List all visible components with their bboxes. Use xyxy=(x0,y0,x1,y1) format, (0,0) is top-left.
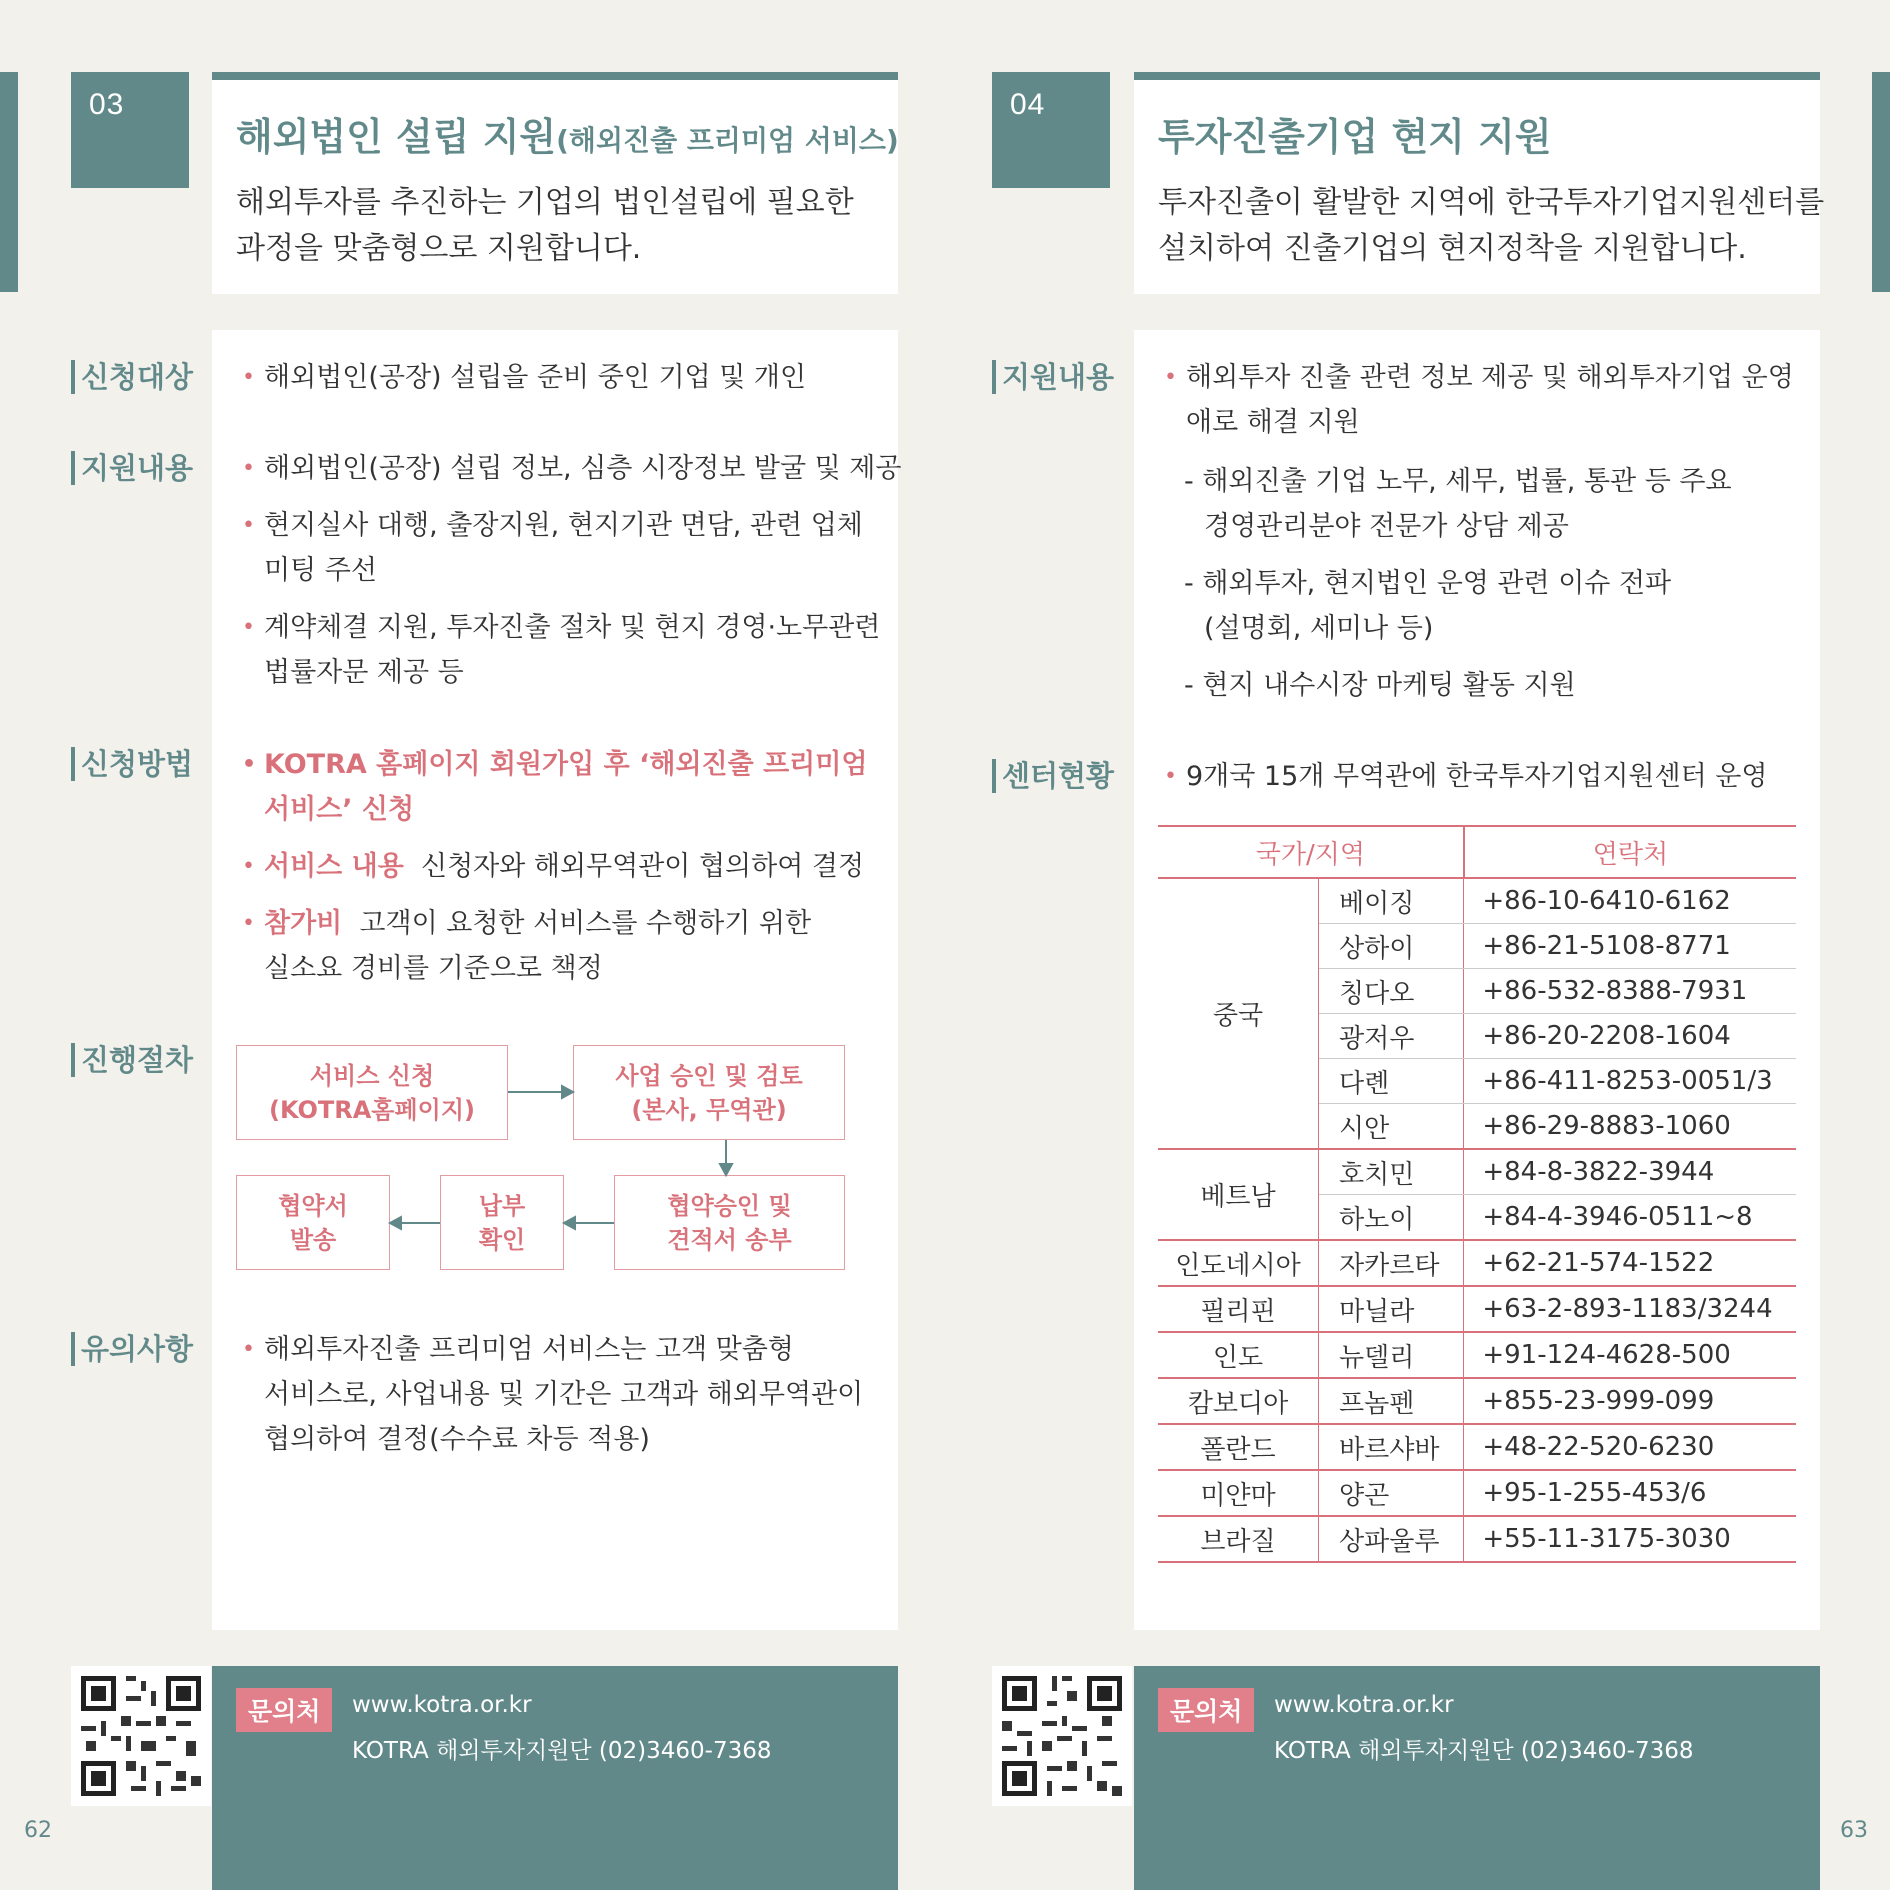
table-row: 중국 베이징 +86-10-6410-6162 xyxy=(1158,878,1796,924)
label-method: 신청방법 xyxy=(71,747,193,781)
list-item: • 해외투자진출 프리미엄 서비스는 고객 맞춤형 xyxy=(242,1327,863,1372)
right-side-bar xyxy=(1872,72,1890,292)
table-row: 광저우 +86-20-2208-1604 xyxy=(1158,1014,1796,1059)
col-contact: 연락처 xyxy=(1464,826,1796,878)
table-row: 필리핀 마닐라 +63-2-893-1183/3244 xyxy=(1158,1286,1796,1332)
left-description: 해외투자를 추진하는 기업의 법인설립에 필요한 과정을 맞춤형으로 지원합니다. xyxy=(236,185,854,266)
list-item-cont: 미팅 주선 xyxy=(264,555,377,586)
center-contact-table xyxy=(1158,825,1796,1563)
table-row: 인도네시아 자카르타 +62-21-574-1522 xyxy=(1158,1240,1796,1286)
list-item: • 해외투자 진출 관련 정보 제공 및 해외투자기업 운영 xyxy=(1164,355,1794,400)
table-row: 캄보디아 프놈펜 +855-23-999-099 xyxy=(1158,1378,1796,1424)
left-qr-code[interactable] xyxy=(71,1666,211,1806)
left-section-number: 03 xyxy=(89,88,125,121)
method-line1b: 서비스’ 신청 xyxy=(264,794,415,825)
support-list-right xyxy=(1164,355,1794,445)
label-support-right: 지원내용 xyxy=(992,360,1114,394)
right-header xyxy=(1134,72,1825,294)
list-item: • 해외법인(공장) 설립 정보, 심층 시장정보 발굴 및 제공 xyxy=(242,446,901,491)
list-item-cont: 법률자문 제공 등 xyxy=(264,657,464,688)
table-row: 베트남 호치민 +84-8-3822-3944 xyxy=(1158,1149,1796,1195)
label-support-left: 지원내용 xyxy=(71,451,193,485)
table-row: 미얀마 양곤 +95-1-255-453/6 xyxy=(1158,1470,1796,1516)
sub-item: - 해외투자, 현지법인 운영 관련 이슈 전파 xyxy=(1184,568,1672,599)
flow-step-payment: 납부 확인 xyxy=(440,1175,564,1270)
right-section-number-box xyxy=(992,72,1110,188)
label-notes: 유의사항 xyxy=(71,1332,193,1366)
flow-step-agreement: 협약승인 및 견적서 송부 xyxy=(614,1175,845,1270)
method-fee: • 참가비 고객이 요청한 서비스를 수행하기 위한 xyxy=(242,901,867,946)
table-row: 브라질 상파울루 +55-11-3175-3030 xyxy=(1158,1516,1796,1562)
table-row: 상하이 +86-21-5108-8771 xyxy=(1158,924,1796,969)
right-section-number: 04 xyxy=(1010,88,1046,121)
flow-step-send: 협약서 발송 xyxy=(236,1175,390,1270)
list-item: • 9개국 15개 무역관에 한국투자기업지원센터 운영 xyxy=(1164,754,1767,799)
list-item-cont: 서비스로, 사업내용 및 기간은 고객과 해외무역관이 xyxy=(264,1379,864,1410)
left-footer-contact: KOTRA 해외투자지원단 (02)3460-7368 xyxy=(352,1738,772,1764)
method-fee-cont: 실소요 경비를 기준으로 책정 xyxy=(264,953,603,984)
right-description: 투자진출이 활발한 지역에 한국투자기업지원센터를 설치하여 진출기업의 현지정착을 지원합니다. xyxy=(1158,185,1825,266)
list-item-cont: 애로 해결 지원 xyxy=(1186,407,1360,438)
left-contact-badge: 문의처 xyxy=(236,1688,332,1732)
label-process: 진행절차 xyxy=(71,1043,193,1077)
method-line1: • KOTRA 홈페이지 회원가입 후 ‘해외진출 프리미엄 xyxy=(242,742,867,787)
table-header xyxy=(1158,826,1796,878)
sub-item: - 해외진출 기업 노무, 세무, 법률, 통관 등 주요 xyxy=(1184,466,1732,497)
table-row: 인도 뉴델리 +91-124-4628-500 xyxy=(1158,1332,1796,1378)
sub-item: - 현지 내수시장 마케팅 활동 지원 xyxy=(1184,670,1576,701)
right-footer-contact: KOTRA 해외투자지원단 (02)3460-7368 xyxy=(1274,1738,1694,1764)
table-row: 칭다오 +86-532-8388-7931 xyxy=(1158,969,1796,1014)
col-region: 국가/지역 xyxy=(1158,826,1464,878)
right-title: 투자진출기업 현지 지원 xyxy=(1158,115,1552,159)
list-item: • 계약체결 지원, 투자진출 절차 및 현지 경영·노무관련 xyxy=(242,605,901,650)
left-title-sub: (해외진출 프리미엄 서비스) xyxy=(556,124,899,157)
list-item: • 현지실사 대행, 출장지원, 현지기관 면담, 관련 업체 xyxy=(242,503,901,548)
right-qr-code[interactable] xyxy=(992,1666,1132,1806)
label-center: 센터현황 xyxy=(992,759,1114,793)
sub-item-cont: (설명회, 세미나 등) xyxy=(1204,613,1434,644)
flow-step-approval: 사업 승인 및 검토 (본사, 무역관) xyxy=(573,1045,845,1140)
right-page-number: 63 xyxy=(1840,1818,1868,1843)
left-footer xyxy=(212,1666,898,1890)
left-footer-url[interactable]: www.kotra.or.kr xyxy=(352,1692,532,1718)
table-row: 하노이 +84-4-3946-0511~8 xyxy=(1158,1195,1796,1241)
label-target: 신청대상 xyxy=(71,360,193,394)
sub-item-cont: 경영관리분야 전문가 상담 제공 xyxy=(1204,511,1569,542)
left-page-number: 62 xyxy=(24,1818,52,1843)
flow-step-apply: 서비스 신청 (KOTRA홈페이지) xyxy=(236,1045,508,1140)
qr-code-icon xyxy=(992,1666,1132,1806)
list-item: • 해외법인(공장) 설립을 준비 중인 기업 및 개인 xyxy=(242,355,806,400)
table-row: 다롄 +86-411-8253-0051/3 xyxy=(1158,1059,1796,1104)
list-item-cont: 협의하여 결정(수수료 차등 적용) xyxy=(264,1424,650,1455)
right-contact-badge: 문의처 xyxy=(1158,1688,1254,1732)
support-sub-list xyxy=(1184,459,1732,708)
right-footer-url[interactable]: www.kotra.or.kr xyxy=(1274,1692,1454,1718)
right-footer xyxy=(1134,1666,1820,1890)
table-row: 폴란드 바르샤바 +48-22-520-6230 xyxy=(1158,1424,1796,1470)
notes-list xyxy=(242,1327,863,1462)
center-list xyxy=(1164,754,1767,799)
method-service: • 서비스 내용 신청자와 해외무역관이 협의하여 결정 xyxy=(242,844,867,889)
table-row: 시안 +86-29-8883-1060 xyxy=(1158,1104,1796,1150)
left-title: 해외법인 설립 지원(해외진출 프리미엄 서비스) xyxy=(236,115,899,159)
qr-code-icon xyxy=(71,1666,211,1806)
